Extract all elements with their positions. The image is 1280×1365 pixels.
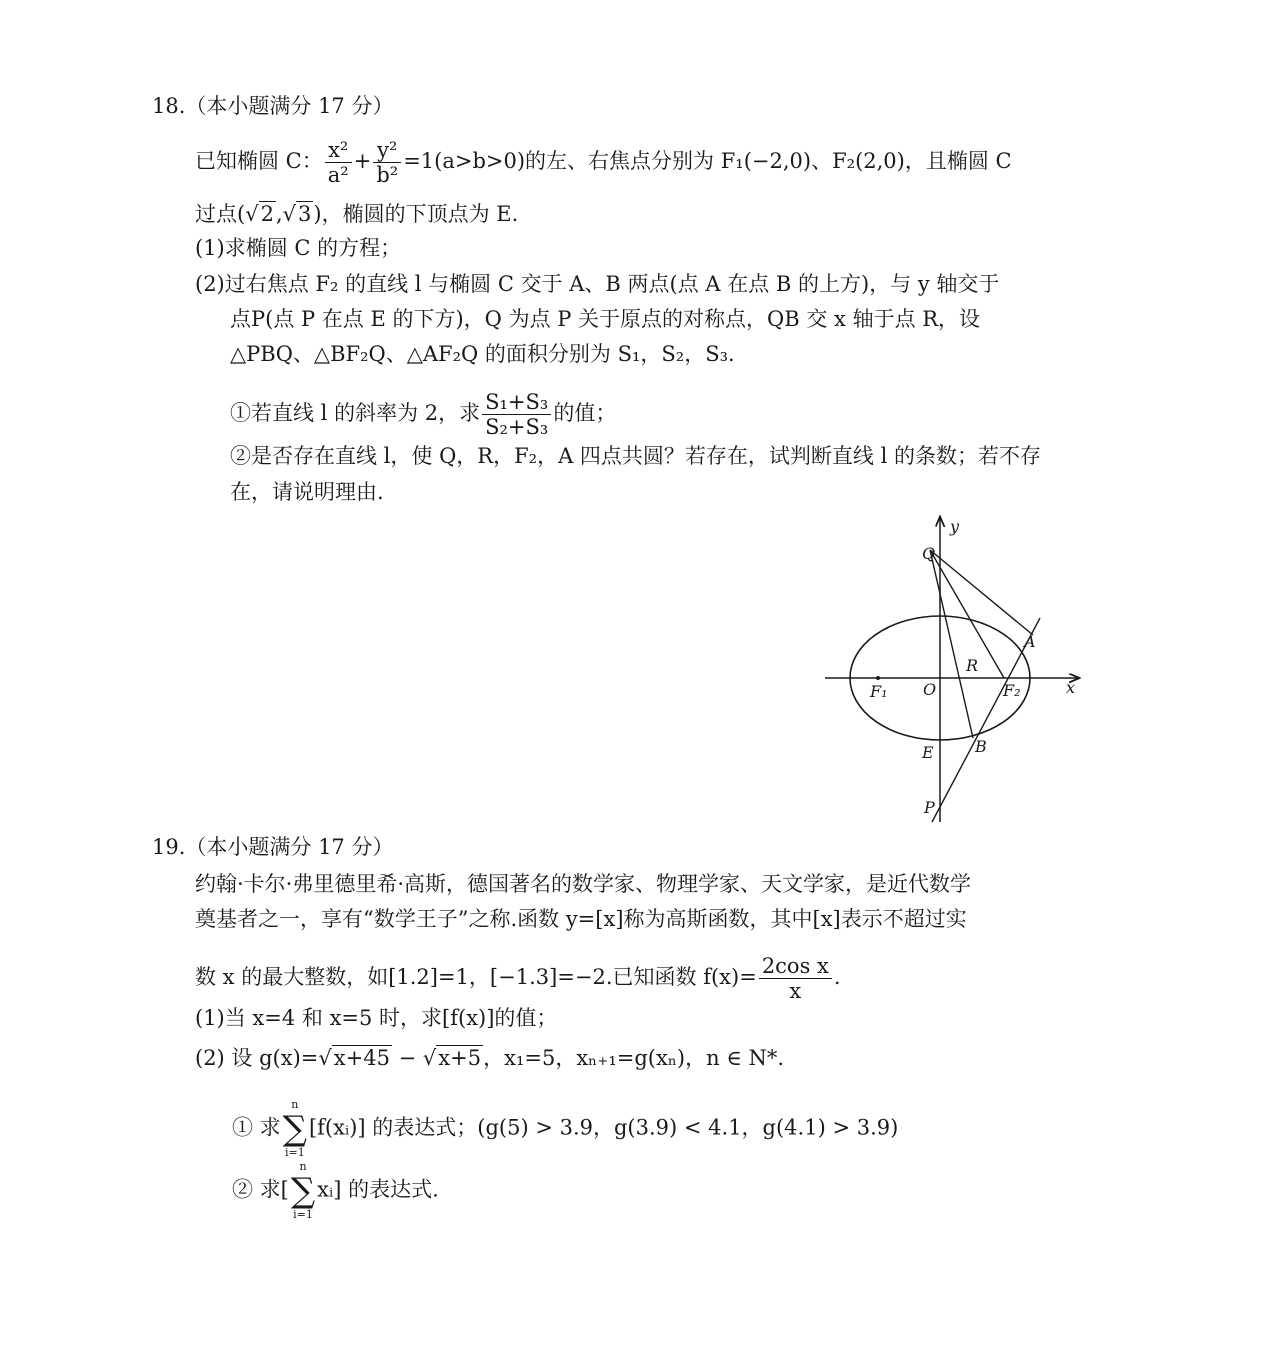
sigma-top: n [291,1098,299,1111]
q18-sub1-post: 的值； [553,401,617,425]
q19-sub1-sigma [283,1098,307,1160]
q19-header: 19.（本小题满分 17 分） [152,835,394,859]
q18-line1-post: =1(a>b>0)的左、右焦点分别为 F₁(−2,0)、F₂(2,0)，且椭圆 C [403,149,1012,173]
q18-sub2-line1: ②是否存在直线 l，使 Q，R，F₂，A 四点共圆？若存在，试判断直线 l 的条数；若不存 [230,444,1041,468]
q19-sub2-pre: ② 求[ [232,1177,289,1202]
q19-line1: 约翰·卡尔·弗里德里希·高斯，德国著名的数学家、物理学家、天文学家，是近代数学 [195,872,972,896]
ellipse-figure [820,510,1090,830]
q19-sub1-post: [f(xᵢ)] 的表达式；(g(5) > 3.9，g(3.9) < 4.1，g(4.1) > 3.9) [308,1115,899,1140]
label-o: O [923,680,937,699]
q18-frac-x-den: a² [327,163,349,187]
sigma-bottom: i=1 [293,1208,313,1221]
q18-part2-line3: △PBQ、△BF₂Q、△AF₂Q 的面积分别为 S₁，S₂，S₃. [230,342,735,366]
q18-frac-x [325,138,352,187]
q19-f-num: 2cos x [759,954,832,979]
q18-sub1 [230,390,616,439]
q18-part1: (1)求椭圆 C 的方程； [195,236,402,260]
q19-part1: (1)当 x=4 和 x=5 时，求[f(x)]的值； [195,1006,558,1030]
q18-sep: , [275,202,283,226]
q18-frac-y [373,138,401,187]
q18-line2-pre: 过点( [195,202,246,226]
q18-sub1-frac [482,390,551,439]
sigma-bottom: i=1 [284,1146,305,1159]
label-r: R [966,656,979,675]
q18-part2-line1: (2)过右焦点 F₂ 的直线 l 与椭圆 C 交于 A、B 两点(点 A 在点 B 的上方)，与 y 轴交于 [195,272,1000,296]
q19-sub2-sigma [291,1160,315,1222]
q18-sub1-num: S₁+S₃ [482,390,551,415]
q19-part2-pre: (2) 设 g(x)= [195,1046,319,1070]
label-f2: F₂ [1003,681,1021,700]
q19-line3-pre: 数 x 的最大整数，如[1.2]=1，[−1.3]=−2.已知函数 f(x)= [195,965,757,989]
label-p: P [924,798,935,817]
q18-header: 18.（本小题满分 17 分） [152,94,394,118]
label-q: Q [922,544,936,563]
q18-line2: 过点(√2,√3)，椭圆的下顶点为 E. [195,202,519,226]
q19-f-frac [759,954,832,1003]
label-x: x [1066,678,1076,697]
q19-part2-post: ，x₁=5，xₙ₊₁=g(xₙ)，n ∈ N*. [483,1046,785,1070]
q19-f-den: x [789,979,802,1003]
q18-sqrt2: 2 [260,202,274,226]
q18-frac-y-num: y² [373,138,401,163]
q18-line1-pre: 已知椭圆 C： [195,149,323,173]
q19-sub1-pre: ① 求 [232,1115,281,1140]
sigma-symbol: ∑ [282,1109,307,1149]
point-f1 [876,676,880,680]
q18-plus: + [353,149,372,173]
sigma-top: n [299,1160,307,1173]
label-f1: F₁ [870,682,888,701]
label-y: y [950,517,960,536]
q18-sqrt3: 3 [298,202,312,226]
label-e: E [922,743,934,762]
q19-line3-post: . [833,965,841,989]
q19-sub1 [232,1098,898,1160]
q18-line2-post: )，椭圆的下顶点为 E. [313,202,519,226]
label-a: A [1024,632,1036,651]
q18-sub2-line2: 在，请说明理由. [230,480,384,504]
q18-frac-x-num: x² [325,138,352,163]
q19-part2: (2) 设 g(x)=√x+45 − √x+5，x₁=5，xₙ₊₁=g(xₙ)，n ∈ N*. [195,1046,785,1070]
q18-sub1-den: S₂+S₃ [485,415,549,439]
sigma-symbol: ∑ [290,1171,316,1211]
q19-sub2-post: xᵢ] 的表达式. [317,1177,439,1202]
label-b: B [975,737,987,756]
q19-radical2: x+5 [438,1046,482,1070]
q18-part2-line2: 点P(点 P 在点 E 的下方)，Q 为点 P 关于原点的对称点，QB 交 x 轴于点 R，设 [230,307,981,331]
q18-frac-y-den: b² [376,163,399,187]
q18-sub1-pre: ①若直线 l 的斜率为 2，求 [230,401,481,425]
q19-sub2 [232,1160,439,1222]
q19-radical1: x+45 [333,1046,390,1070]
segment-qb [930,550,973,738]
q19-minus: − [398,1046,417,1070]
q19-line2: 奠基者之一，享有“数学王子”之称.函数 y=[x]称为高斯函数，其中[x]表示不超过实 [195,907,967,931]
q18-line1 [195,138,1012,187]
q19-line3 [195,954,841,1003]
